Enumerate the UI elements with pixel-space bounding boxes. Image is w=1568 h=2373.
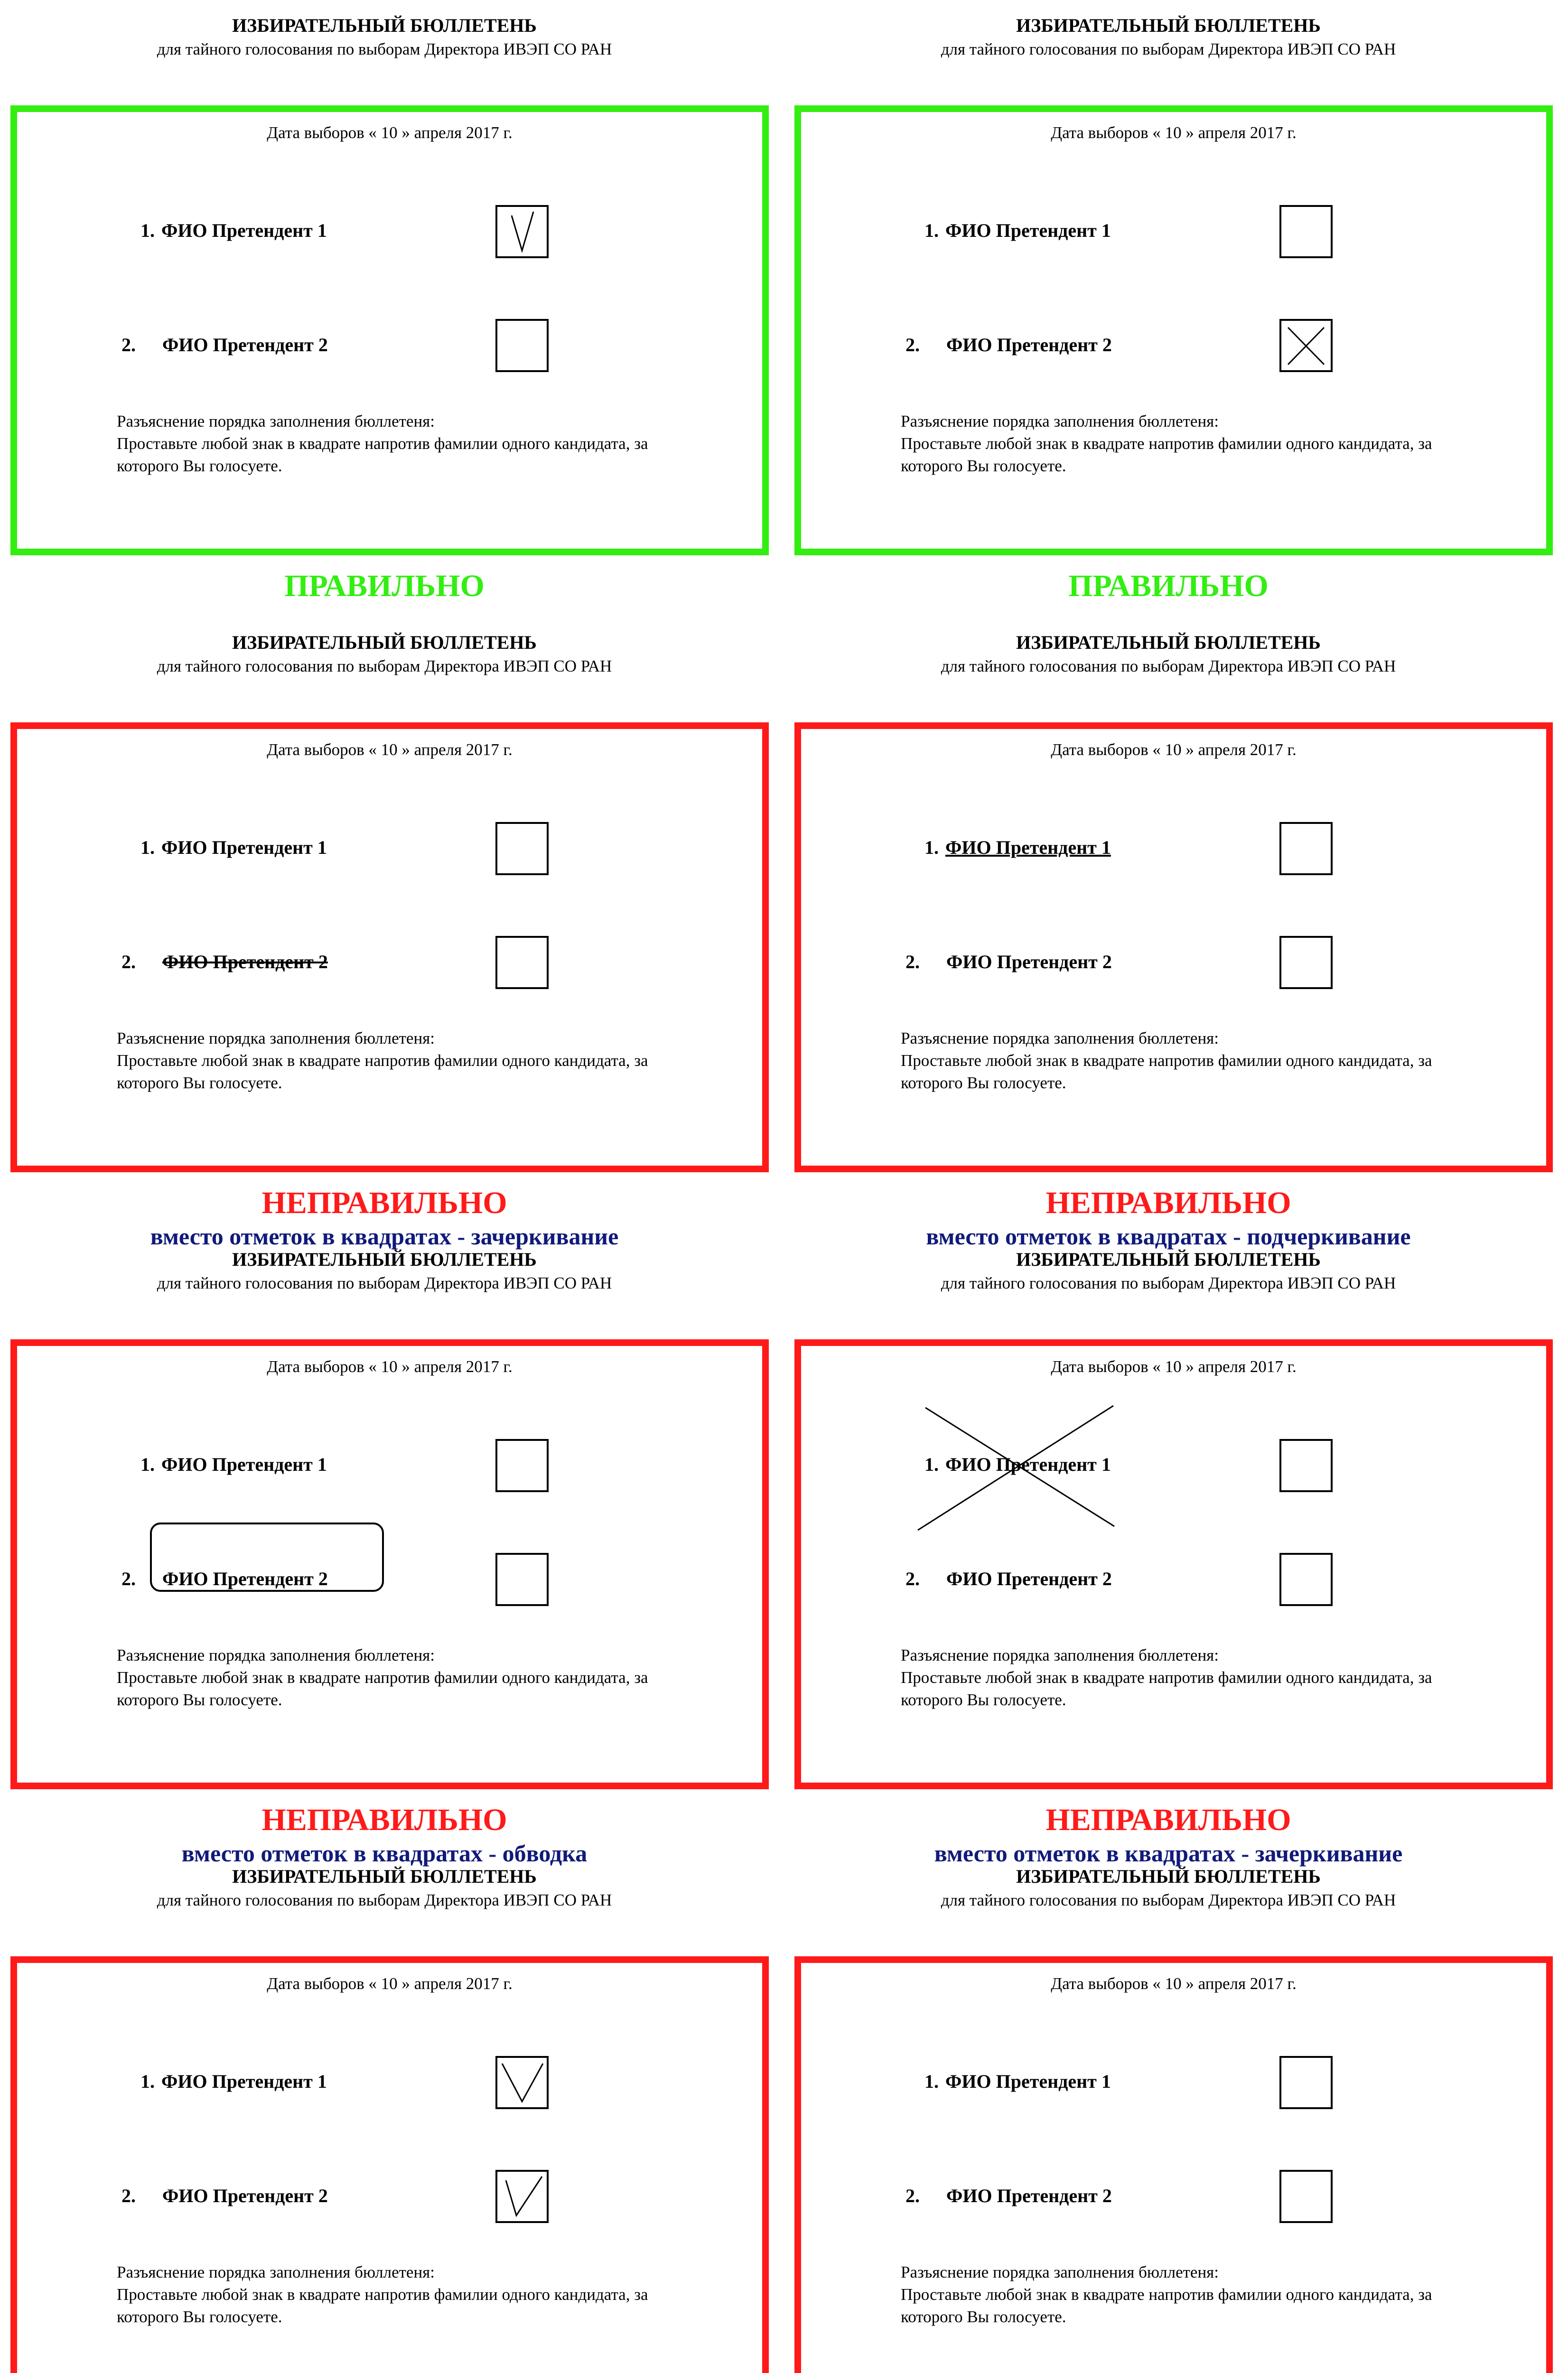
instructions [117, 1027, 734, 1094]
ballot-subtitle: для тайного голосования по выборам Директора ИВЭП СО РАН [941, 40, 1396, 58]
election-date: Дата выборов « 10 » апреля 2017 г. [267, 1974, 513, 1993]
election-date: Дата выборов « 10 » апреля 2017 г. [1051, 1974, 1297, 1993]
instructions-line-2: которого Вы голосуете. [117, 1691, 282, 1709]
verdict-label: НЕПРАВИЛЬНО [261, 1186, 507, 1220]
instructions-line-1: Проставьте любой знак в квадрате напротив фамилии одного кандидата, за [901, 2285, 1432, 2304]
vote-box-2 [1279, 319, 1333, 372]
instructions-title: Разъяснение порядка заполнения бюллетеня: [117, 2263, 435, 2281]
candidate-2-number: 2. [905, 951, 920, 972]
ballot-frame [10, 105, 769, 555]
vote-box-2 [495, 2170, 549, 2223]
candidate-1-number: 1. [140, 1454, 155, 1475]
example-4 [784, 617, 1568, 1250]
ballot-frame [794, 722, 1553, 1172]
instructions-line-2: которого Вы голосуете. [117, 1074, 282, 1092]
verdict-reason: вместо отметок в квадратах - зачеркивание [150, 1223, 619, 1250]
candidate-2-name: ФИО Претендент 2 [162, 334, 328, 355]
candidate-2-number: 2. [905, 2185, 920, 2206]
instructions-line-2: которого Вы голосуете. [901, 2308, 1066, 2326]
vote-box-2 [495, 1553, 549, 1606]
ballot-subtitle: для тайного голосования по выборам Директора ИВЭП СО РАН [157, 1891, 612, 1909]
candidate-2-number: 2. [121, 951, 136, 972]
ballot-title: ИЗБИРАТЕЛЬНЫЙ БЮЛЛЕТЕНЬ [1016, 15, 1321, 36]
instructions-line-2: которого Вы голосуете. [901, 1074, 1066, 1092]
verdict-reason: вместо отметок в квадратах - подчеркивание [926, 1223, 1411, 1250]
vote-box-2 [1279, 2170, 1333, 2223]
vote-box-1 [1279, 1439, 1333, 1492]
candidate-1 [140, 836, 327, 859]
candidate-2-name: ФИО Претендент 2 [946, 2185, 1112, 2206]
checkmark-icon [497, 2172, 547, 2221]
candidate-1-number: 1. [924, 2071, 939, 2092]
instructions-line-1: Проставьте любой знак в квадрате напротив фамилии одного кандидата, за [901, 434, 1432, 453]
ballot-title: ИЗБИРАТЕЛЬНЫЙ БЮЛЛЕТЕНЬ [1016, 632, 1321, 653]
example-2 [784, 0, 1568, 617]
instructions-line-1: Проставьте любой знак в квадрате напротив фамилии одного кандидата, за [117, 2285, 648, 2304]
instructions [901, 410, 1518, 477]
instructions-line-1: Проставьте любой знак в квадрате напротив фамилии одного кандидата, за [901, 1051, 1432, 1070]
ballot-frame [10, 722, 769, 1172]
instructions-title: Разъяснение порядка заполнения бюллетеня: [901, 412, 1219, 430]
candidate-1-name: ФИО Претендент 1 [161, 837, 327, 858]
checkmark-icon [497, 207, 547, 256]
candidate-2 [121, 2185, 328, 2207]
candidate-1-number: 1. [140, 837, 155, 858]
checkmark-icon [497, 2058, 547, 2107]
ballot-frame [794, 1956, 1553, 2373]
instructions-title: Разъяснение порядка заполнения бюллетеня: [117, 1029, 435, 1047]
candidate-1 [924, 219, 1111, 242]
candidate-2 [121, 334, 328, 356]
candidate-1 [924, 836, 1111, 859]
verdict-reason: вместо отметок в квадратах - обводка [181, 1840, 588, 1867]
candidate-2-name: ФИО Претендент 2 [162, 1568, 328, 1589]
ballot-frame [794, 1339, 1553, 1789]
instructions-line-2: которого Вы голосуете. [901, 1691, 1066, 1709]
ballot-frame [10, 1956, 769, 2373]
candidate-2-name-struck: ФИО Претендент 2 [162, 951, 328, 972]
candidate-1-name: ФИО Претендент 1 [945, 1454, 1111, 1475]
instructions-line-1: Проставьте любой знак в квадрате напротив фамилии одного кандидата, за [117, 1051, 648, 1070]
ballot-frame [794, 105, 1553, 555]
candidate-2-number: 2. [121, 1568, 136, 1589]
candidate-1-name: ФИО Претендент 1 [161, 220, 327, 241]
example-5 [0, 1234, 784, 1867]
vote-box-1 [495, 2056, 549, 2109]
ballot-title: ИЗБИРАТЕЛЬНЫЙ БЮЛЛЕТЕНЬ [1016, 1866, 1321, 1887]
vote-box-1 [495, 1439, 549, 1492]
instructions [117, 2261, 734, 2328]
instructions-line-1: Проставьте любой знак в квадрате напротив фамилии одного кандидата, за [117, 434, 648, 453]
verdict-reason: вместо отметок в квадратах - зачеркивание [934, 1840, 1403, 1867]
election-date: Дата выборов « 10 » апреля 2017 г. [267, 123, 513, 142]
election-date: Дата выборов « 10 » апреля 2017 г. [1051, 1357, 1297, 1376]
ballot-frame [10, 1339, 769, 1789]
candidate-2 [905, 1568, 1112, 1590]
candidate-1 [140, 2070, 327, 2093]
candidate-1-number: 1. [924, 1454, 939, 1475]
election-date: Дата выборов « 10 » апреля 2017 г. [267, 740, 513, 759]
ballot-title: ИЗБИРАТЕЛЬНЫЙ БЮЛЛЕТЕНЬ [232, 15, 537, 36]
candidate-1-number: 1. [924, 837, 939, 858]
candidate-2-number: 2. [905, 1568, 920, 1589]
vote-box-1 [1279, 205, 1333, 258]
example-3 [0, 617, 784, 1250]
candidate-2-name: ФИО Претендент 2 [162, 2185, 328, 2206]
example-8 [784, 1851, 1568, 2373]
example-7 [0, 1851, 784, 2373]
big-cross-over-name-mark [915, 1402, 1124, 1535]
vote-box-2 [495, 319, 549, 372]
candidate-1 [140, 1453, 327, 1476]
election-date: Дата выборов « 10 » апреля 2017 г. [1051, 740, 1297, 759]
candidate-2-name: ФИО Претендент 2 [946, 334, 1112, 355]
ballot-title: ИЗБИРАТЕЛЬНЫЙ БЮЛЛЕТЕНЬ [232, 1249, 537, 1270]
candidate-2 [121, 1568, 328, 1590]
candidate-1-number: 1. [140, 220, 155, 241]
instructions-line-2: которого Вы голосуете. [117, 457, 282, 475]
verdict-label: НЕПРАВИЛЬНО [1045, 1186, 1291, 1220]
instructions [901, 2261, 1518, 2328]
instructions [901, 1644, 1518, 1711]
verdict-label: ПРАВИЛЬНО [284, 569, 485, 603]
election-date: Дата выборов « 10 » апреля 2017 г. [1051, 123, 1297, 142]
candidate-2-number: 2. [121, 334, 136, 355]
vote-box-1 [1279, 2056, 1333, 2109]
ballot-subtitle: для тайного голосования по выборам Директора ИВЭП СО РАН [157, 1274, 612, 1292]
instructions [901, 1027, 1518, 1094]
candidate-1-name: ФИО Претендент 1 [161, 1454, 327, 1475]
ballot-title: ИЗБИРАТЕЛЬНЫЙ БЮЛЛЕТЕНЬ [232, 632, 537, 653]
instructions-title: Разъяснение порядка заполнения бюллетеня: [117, 412, 435, 430]
candidate-2 [905, 951, 1112, 973]
candidate-2-name: ФИО Претендент 2 [946, 951, 1112, 972]
vote-box-2 [495, 936, 549, 989]
example-1 [0, 0, 784, 617]
candidate-1 [924, 2070, 1111, 2093]
candidate-1-name: ФИО Претендент 1 [161, 2071, 327, 2092]
vote-box-1 [495, 822, 549, 875]
instructions-title: Разъяснение порядка заполнения бюллетеня: [901, 2263, 1219, 2281]
vote-box-1 [1279, 822, 1333, 875]
verdict-label: НЕПРАВИЛЬНО [261, 1803, 507, 1837]
vote-box-2 [1279, 1553, 1333, 1606]
candidate-2-name: ФИО Претендент 2 [946, 1568, 1112, 1589]
verdict-label: НЕПРАВИЛЬНО [1045, 1803, 1291, 1837]
candidate-2 [905, 2185, 1112, 2207]
cross-mark-icon [1281, 321, 1331, 370]
ballot-subtitle: для тайного голосования по выборам Директора ИВЭП СО РАН [941, 657, 1396, 675]
election-date: Дата выборов « 10 » апреля 2017 г. [267, 1357, 513, 1376]
ballot-title: ИЗБИРАТЕЛЬНЫЙ БЮЛЛЕТЕНЬ [1016, 1249, 1321, 1270]
candidate-1-number: 1. [140, 2071, 155, 2092]
instructions [117, 410, 734, 477]
instructions-line-1: Проставьте любой знак в квадрате напротив фамилии одного кандидата, за [117, 1668, 648, 1687]
candidate-1 [140, 219, 327, 242]
candidate-2-number: 2. [905, 334, 920, 355]
candidate-1-name-underlined: ФИО Претендент 1 [945, 837, 1111, 858]
candidate-1-name: ФИО Претендент 1 [945, 2071, 1111, 2092]
ballot-subtitle: для тайного голосования по выборам Директора ИВЭП СО РАН [941, 1891, 1396, 1909]
candidate-2 [121, 951, 328, 973]
candidate-1-name: ФИО Претендент 1 [945, 220, 1111, 241]
verdict-label: ПРАВИЛЬНО [1068, 569, 1269, 603]
instructions [117, 1644, 734, 1711]
instructions-title: Разъяснение порядка заполнения бюллетеня: [901, 1646, 1219, 1664]
ballot-subtitle: для тайного голосования по выборам Директора ИВЭП СО РАН [157, 657, 612, 675]
vote-box-1 [495, 205, 549, 258]
candidate-2-number: 2. [121, 2185, 136, 2206]
ballot-subtitle: для тайного голосования по выборам Директора ИВЭП СО РАН [157, 40, 612, 58]
instructions-line-1: Проставьте любой знак в квадрате напротив фамилии одного кандидата, за [901, 1668, 1432, 1687]
instructions-line-2: которого Вы голосуете. [117, 2308, 282, 2326]
candidate-1-number: 1. [924, 220, 939, 241]
ballot-subtitle: для тайного голосования по выборам Директора ИВЭП СО РАН [941, 1274, 1396, 1292]
candidate-2 [905, 334, 1112, 356]
instructions-title: Разъяснение порядка заполнения бюллетеня: [117, 1646, 435, 1664]
ballot-title: ИЗБИРАТЕЛЬНЫЙ БЮЛЛЕТЕНЬ [232, 1866, 537, 1887]
instructions-title: Разъяснение порядка заполнения бюллетеня: [901, 1029, 1219, 1047]
example-6 [784, 1234, 1568, 1867]
vote-box-2 [1279, 936, 1333, 989]
instructions-line-2: которого Вы голосуете. [901, 457, 1066, 475]
